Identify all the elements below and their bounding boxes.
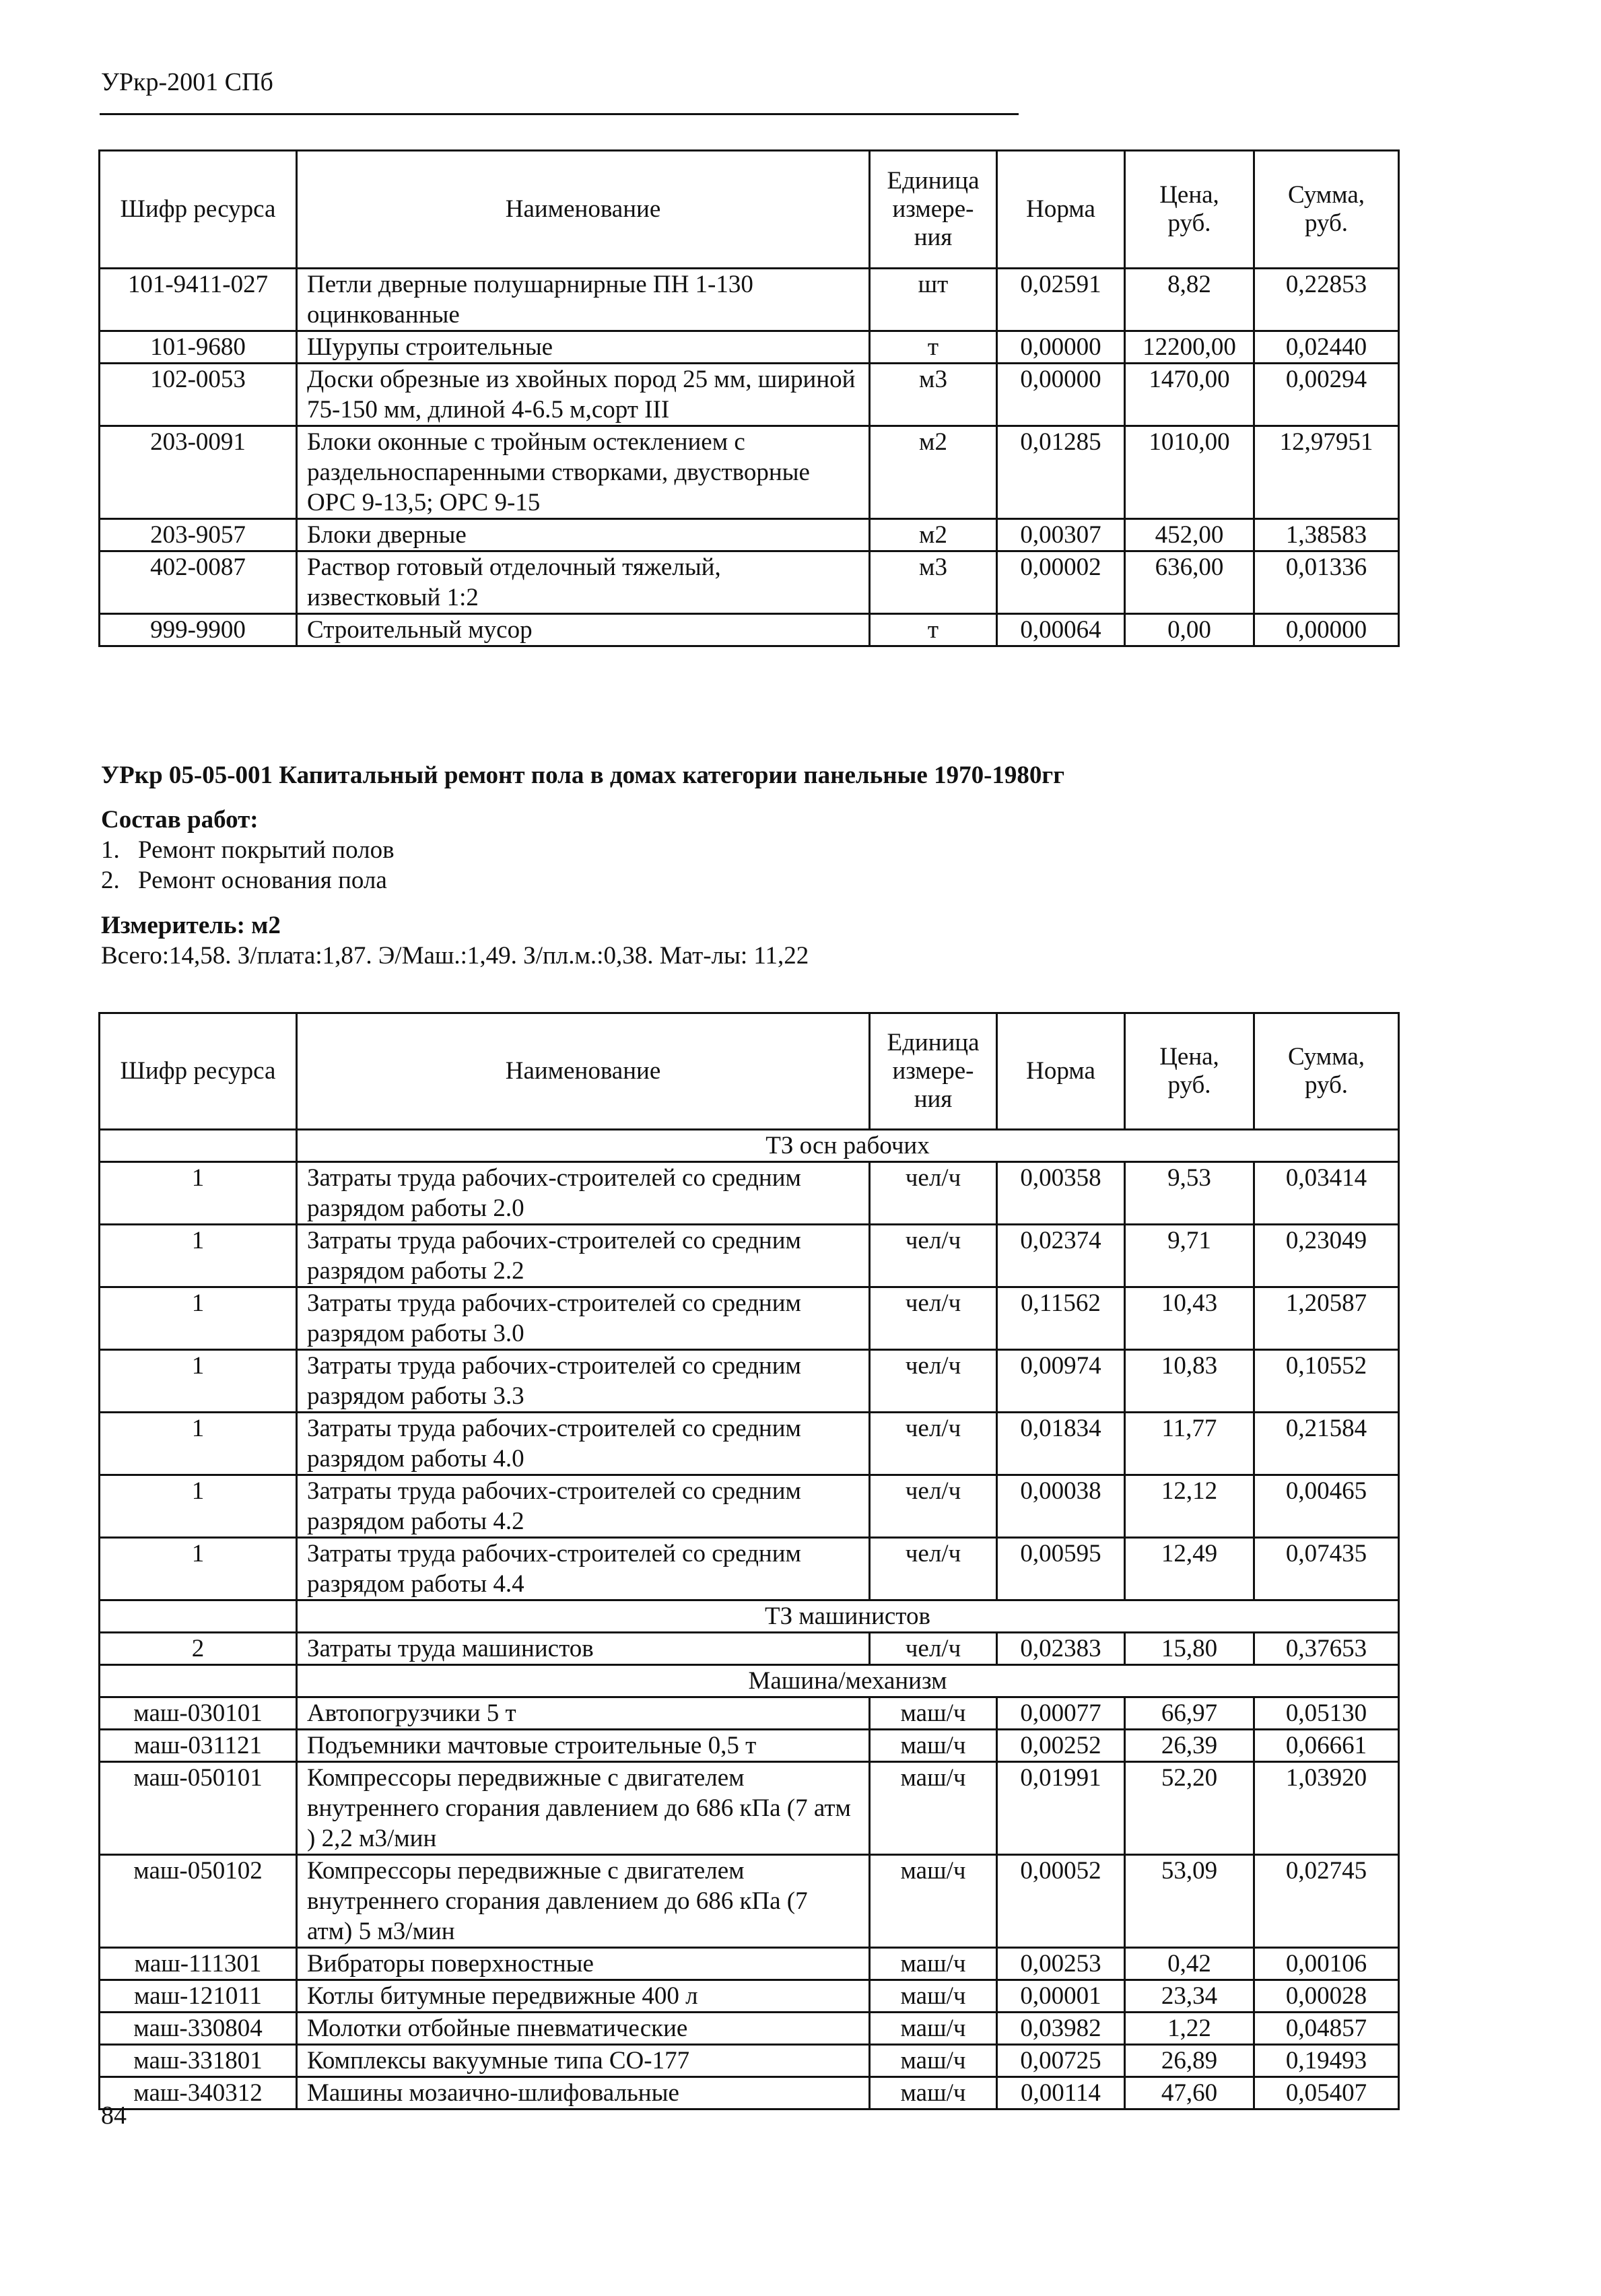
page-number: 84	[101, 2101, 127, 2130]
cell-sum: 0,23049	[1254, 1225, 1399, 1287]
group-row	[100, 1665, 1399, 1697]
cell-code: 402-0087	[100, 551, 297, 614]
cell-price: 23,34	[1125, 1980, 1254, 2013]
group-empty-cell	[100, 1600, 297, 1633]
table-row	[100, 1475, 1399, 1538]
cell-name: Строительный мусор	[297, 614, 870, 646]
cell-name: Затраты труда рабочих-строителей со средним разрядом работы 3.3	[297, 1350, 870, 1413]
cell-code: 1	[100, 1162, 297, 1225]
cell-norm: 0,11562	[997, 1287, 1125, 1350]
col-header-norm: Норма	[997, 1013, 1125, 1130]
cell-unit: чел/ч	[870, 1475, 997, 1538]
cell-sum: 0,37653	[1254, 1633, 1399, 1665]
cell-unit: маш/ч	[870, 2077, 997, 2109]
cell-unit: чел/ч	[870, 1538, 997, 1600]
cell-sum: 0,05407	[1254, 2077, 1399, 2109]
cell-unit: маш/ч	[870, 2013, 997, 2045]
cell-name: Блоки дверные	[297, 519, 870, 551]
cell-sum: 0,02440	[1254, 331, 1399, 364]
cell-price: 12200,00	[1125, 331, 1254, 364]
works-item-number: 2.	[101, 867, 120, 894]
cell-sum: 0,00294	[1254, 364, 1399, 426]
cell-code: маш-050102	[100, 1855, 297, 1948]
group-empty-cell	[100, 1665, 297, 1697]
document-code: УРкр-2001 СПб	[101, 68, 273, 96]
table-row	[100, 1730, 1399, 1762]
cell-norm: 0,03982	[997, 2013, 1125, 2045]
cell-code: маш-050101	[100, 1762, 297, 1855]
cell-name: Шурупы строительные	[297, 331, 870, 364]
cell-norm: 0,00358	[997, 1162, 1125, 1225]
table-row	[100, 1633, 1399, 1665]
cell-sum: 0,01336	[1254, 551, 1399, 614]
cell-unit: шт	[870, 269, 997, 331]
cell-norm: 0,00253	[997, 1948, 1125, 1980]
cell-sum: 0,21584	[1254, 1413, 1399, 1475]
works-item-2	[101, 865, 387, 896]
cell-norm: 0,00595	[997, 1538, 1125, 1600]
col-header-code: Шифр ресурса	[100, 151, 297, 269]
cell-price: 10,83	[1125, 1350, 1254, 1413]
cell-unit: м2	[870, 519, 997, 551]
cell-norm: 0,02591	[997, 269, 1125, 331]
cell-unit: м2	[870, 426, 997, 519]
col-header-code: Шифр ресурса	[100, 1013, 297, 1130]
cell-price: 15,80	[1125, 1633, 1254, 1665]
cell-code: маш-340312	[100, 2077, 297, 2109]
cell-sum: 12,97951	[1254, 426, 1399, 519]
cell-sum: 0,19493	[1254, 2045, 1399, 2077]
cell-norm: 0,00052	[997, 1855, 1125, 1948]
table-row	[100, 2045, 1399, 2077]
cell-unit: т	[870, 331, 997, 364]
cell-code: 1	[100, 1225, 297, 1287]
group-heading: ТЗ осн рабочих	[297, 1130, 1399, 1162]
cell-name: Блоки оконные с тройным остеклением с раздельноспаренными створками, двустворные ОРС 9-13,5; ОРС 9-15	[297, 426, 870, 519]
cell-unit: чел/ч	[870, 1287, 997, 1350]
cell-unit: чел/ч	[870, 1350, 997, 1413]
works-item-1	[101, 835, 395, 865]
table-row	[100, 1225, 1399, 1287]
cell-code: маш-331801	[100, 2045, 297, 2077]
table-row	[100, 331, 1399, 364]
works-item-text: Ремонт основания пола	[138, 867, 387, 894]
cell-price: 1,22	[1125, 2013, 1254, 2045]
cell-code: маш-111301	[100, 1948, 297, 1980]
resources-table-1	[98, 149, 1400, 647]
cell-sum: 0,10552	[1254, 1350, 1399, 1413]
table-header-row	[100, 1013, 1399, 1130]
cell-norm: 0,00000	[997, 364, 1125, 426]
works-heading: Состав работ:	[101, 806, 259, 834]
table-header-row	[100, 151, 1399, 269]
cell-sum: 1,03920	[1254, 1762, 1399, 1855]
cell-unit: маш/ч	[870, 1762, 997, 1855]
cell-norm: 0,00002	[997, 551, 1125, 614]
cell-name: Петли дверные полушарнирные ПН 1-130 оцинкованные	[297, 269, 870, 331]
cell-price: 9,53	[1125, 1162, 1254, 1225]
cell-code: маш-030101	[100, 1697, 297, 1730]
cell-norm: 0,01991	[997, 1762, 1125, 1855]
col-header-norm: Норма	[997, 151, 1125, 269]
cell-code: маш-330804	[100, 2013, 297, 2045]
table-row	[100, 426, 1399, 519]
table-row	[100, 2077, 1399, 2109]
cell-norm: 0,00114	[997, 2077, 1125, 2109]
cell-name: Машины мозаично-шлифовальные	[297, 2077, 870, 2109]
cell-code: 2	[100, 1633, 297, 1665]
cell-sum: 0,07435	[1254, 1538, 1399, 1600]
table-row	[100, 1413, 1399, 1475]
cell-price: 53,09	[1125, 1855, 1254, 1948]
cell-name: Доски обрезные из хвойных пород 25 мм, шириной 75-150 мм, длиной 4-6.5 м,сорт III	[297, 364, 870, 426]
cell-unit: маш/ч	[870, 1855, 997, 1948]
cell-price: 1470,00	[1125, 364, 1254, 426]
cell-norm: 0,00001	[997, 1980, 1125, 2013]
cell-code: 101-9680	[100, 331, 297, 364]
cell-norm: 0,00077	[997, 1697, 1125, 1730]
section-title: УРкр 05-05-001 Капитальный ремонт пола в домах категории панельные 1970-1980гг	[101, 762, 1065, 789]
cell-code: маш-031121	[100, 1730, 297, 1762]
cell-name: Подъемники мачтовые строительные 0,5 т	[297, 1730, 870, 1762]
cell-norm: 0,01285	[997, 426, 1125, 519]
cell-unit: маш/ч	[870, 2045, 997, 2077]
cell-unit: м3	[870, 364, 997, 426]
cell-name: Затраты труда рабочих-строителей со средним разрядом работы 4.4	[297, 1538, 870, 1600]
cell-unit: т	[870, 614, 997, 646]
cell-name: Раствор готовый отделочный тяжелый, известковый 1:2	[297, 551, 870, 614]
cell-norm: 0,00038	[997, 1475, 1125, 1538]
cell-sum: 0,00465	[1254, 1475, 1399, 1538]
cell-price: 12,12	[1125, 1475, 1254, 1538]
cell-norm: 0,00252	[997, 1730, 1125, 1762]
table-row	[100, 1350, 1399, 1413]
cell-unit: маш/ч	[870, 1697, 997, 1730]
cell-code: 1	[100, 1350, 297, 1413]
cell-price: 636,00	[1125, 551, 1254, 614]
group-row	[100, 1600, 1399, 1633]
cell-price: 1010,00	[1125, 426, 1254, 519]
col-header-unit: Единица измере- ния	[870, 1013, 997, 1130]
cell-code: 999-9900	[100, 614, 297, 646]
col-header-price: Цена, руб.	[1125, 1013, 1254, 1130]
group-empty-cell	[100, 1130, 297, 1162]
cell-name: Молотки отбойные пневматические	[297, 2013, 870, 2045]
cell-price: 47,60	[1125, 2077, 1254, 2109]
cell-price: 0,42	[1125, 1948, 1254, 1980]
table-row	[100, 364, 1399, 426]
cell-norm: 0,00064	[997, 614, 1125, 646]
col-header-name: Наименование	[297, 1013, 870, 1130]
cell-price: 52,20	[1125, 1762, 1254, 1855]
table-1-body	[100, 269, 1399, 646]
cell-unit: чел/ч	[870, 1162, 997, 1225]
cell-code: маш-121011	[100, 1980, 297, 2013]
table-row	[100, 1948, 1399, 1980]
table-row	[100, 1538, 1399, 1600]
cell-norm: 0,00725	[997, 2045, 1125, 2077]
cell-name: Компрессоры передвижные с двигателем внутреннего сгорания давлением до 686 кПа (7 атм ) 2,2 м3/мин	[297, 1762, 870, 1855]
table-row	[100, 1287, 1399, 1350]
cell-sum: 0,00000	[1254, 614, 1399, 646]
cell-name: Затраты труда рабочих-строителей со средним разрядом работы 4.2	[297, 1475, 870, 1538]
cell-sum: 1,38583	[1254, 519, 1399, 551]
cell-name: Комплексы вакуумные типа СО-177	[297, 2045, 870, 2077]
cell-unit: м3	[870, 551, 997, 614]
resources-table-2	[98, 1012, 1400, 2110]
cell-sum: 0,05130	[1254, 1697, 1399, 1730]
cell-norm: 0,02383	[997, 1633, 1125, 1665]
cell-name: Компрессоры передвижные с двигателем внутреннего сгорания давлением до 686 кПа (7 атм) 5 м3/мин	[297, 1855, 870, 1948]
cell-price: 26,89	[1125, 2045, 1254, 2077]
cell-price: 0,00	[1125, 614, 1254, 646]
cell-name: Вибраторы поверхностные	[297, 1948, 870, 1980]
cell-norm: 0,00000	[997, 331, 1125, 364]
cell-unit: маш/ч	[870, 1730, 997, 1762]
cell-norm: 0,00307	[997, 519, 1125, 551]
cell-unit: маш/ч	[870, 1948, 997, 1980]
cell-price: 66,97	[1125, 1697, 1254, 1730]
cell-price: 12,49	[1125, 1538, 1254, 1600]
cell-name: Автопогрузчики 5 т	[297, 1697, 870, 1730]
cell-code: 203-0091	[100, 426, 297, 519]
cell-sum: 0,02745	[1254, 1855, 1399, 1948]
cell-sum: 0,00106	[1254, 1948, 1399, 1980]
totals-line: Всего:14,58. З/плата:1,87. Э/Маш.:1,49. З/пл.м.:0,38. Мат-лы: 11,22	[101, 942, 809, 970]
cell-sum: 0,04857	[1254, 2013, 1399, 2045]
table-row	[100, 551, 1399, 614]
cell-name: Котлы битумные передвижные 400 л	[297, 1980, 870, 2013]
cell-price: 9,71	[1125, 1225, 1254, 1287]
col-header-sum: Сумма, руб.	[1254, 151, 1399, 269]
table-row	[100, 614, 1399, 646]
table-row	[100, 1162, 1399, 1225]
header-rule	[100, 113, 1019, 115]
cell-code: 1	[100, 1475, 297, 1538]
cell-unit: чел/ч	[870, 1225, 997, 1287]
cell-name: Затраты труда машинистов	[297, 1633, 870, 1665]
cell-sum: 1,20587	[1254, 1287, 1399, 1350]
cell-sum: 0,03414	[1254, 1162, 1399, 1225]
cell-code: 1	[100, 1287, 297, 1350]
table-row	[100, 1855, 1399, 1948]
cell-norm: 0,02374	[997, 1225, 1125, 1287]
group-heading: Машина/механизм	[297, 1665, 1399, 1697]
cell-norm: 0,00974	[997, 1350, 1125, 1413]
cell-name: Затраты труда рабочих-строителей со средним разрядом работы 3.0	[297, 1287, 870, 1350]
cell-price: 10,43	[1125, 1287, 1254, 1350]
col-header-name: Наименование	[297, 151, 870, 269]
cell-code: 1	[100, 1538, 297, 1600]
cell-unit: маш/ч	[870, 1980, 997, 2013]
cell-code: 102-0053	[100, 364, 297, 426]
table-row	[100, 1762, 1399, 1855]
cell-code: 101-9411-027	[100, 269, 297, 331]
cell-norm: 0,01834	[997, 1413, 1125, 1475]
cell-code: 1	[100, 1413, 297, 1475]
cell-sum: 0,06661	[1254, 1730, 1399, 1762]
cell-name: Затраты труда рабочих-строителей со средним разрядом работы 4.0	[297, 1413, 870, 1475]
cell-price: 8,82	[1125, 269, 1254, 331]
cell-unit: чел/ч	[870, 1413, 997, 1475]
table-row	[100, 519, 1399, 551]
col-header-unit: Единица измере- ния	[870, 151, 997, 269]
group-heading: ТЗ машинистов	[297, 1600, 1399, 1633]
cell-name: Затраты труда рабочих-строителей со средним разрядом работы 2.2	[297, 1225, 870, 1287]
table-row	[100, 2013, 1399, 2045]
table-row	[100, 269, 1399, 331]
cell-code: 203-9057	[100, 519, 297, 551]
cell-sum: 0,22853	[1254, 269, 1399, 331]
table-row	[100, 1980, 1399, 2013]
cell-unit: чел/ч	[870, 1633, 997, 1665]
cell-price: 452,00	[1125, 519, 1254, 551]
col-header-sum: Сумма, руб.	[1254, 1013, 1399, 1130]
col-header-price: Цена, руб.	[1125, 151, 1254, 269]
works-item-text: Ремонт покрытий полов	[138, 836, 395, 864]
table-row	[100, 1697, 1399, 1730]
table-2-body	[100, 1130, 1399, 2109]
group-row	[100, 1130, 1399, 1162]
cell-sum: 0,00028	[1254, 1980, 1399, 2013]
cell-price: 26,39	[1125, 1730, 1254, 1762]
cell-name: Затраты труда рабочих-строителей со средним разрядом работы 2.0	[297, 1162, 870, 1225]
meter-label: Измеритель: м2	[101, 912, 281, 939]
cell-price: 11,77	[1125, 1413, 1254, 1475]
works-item-number: 1.	[101, 836, 120, 864]
